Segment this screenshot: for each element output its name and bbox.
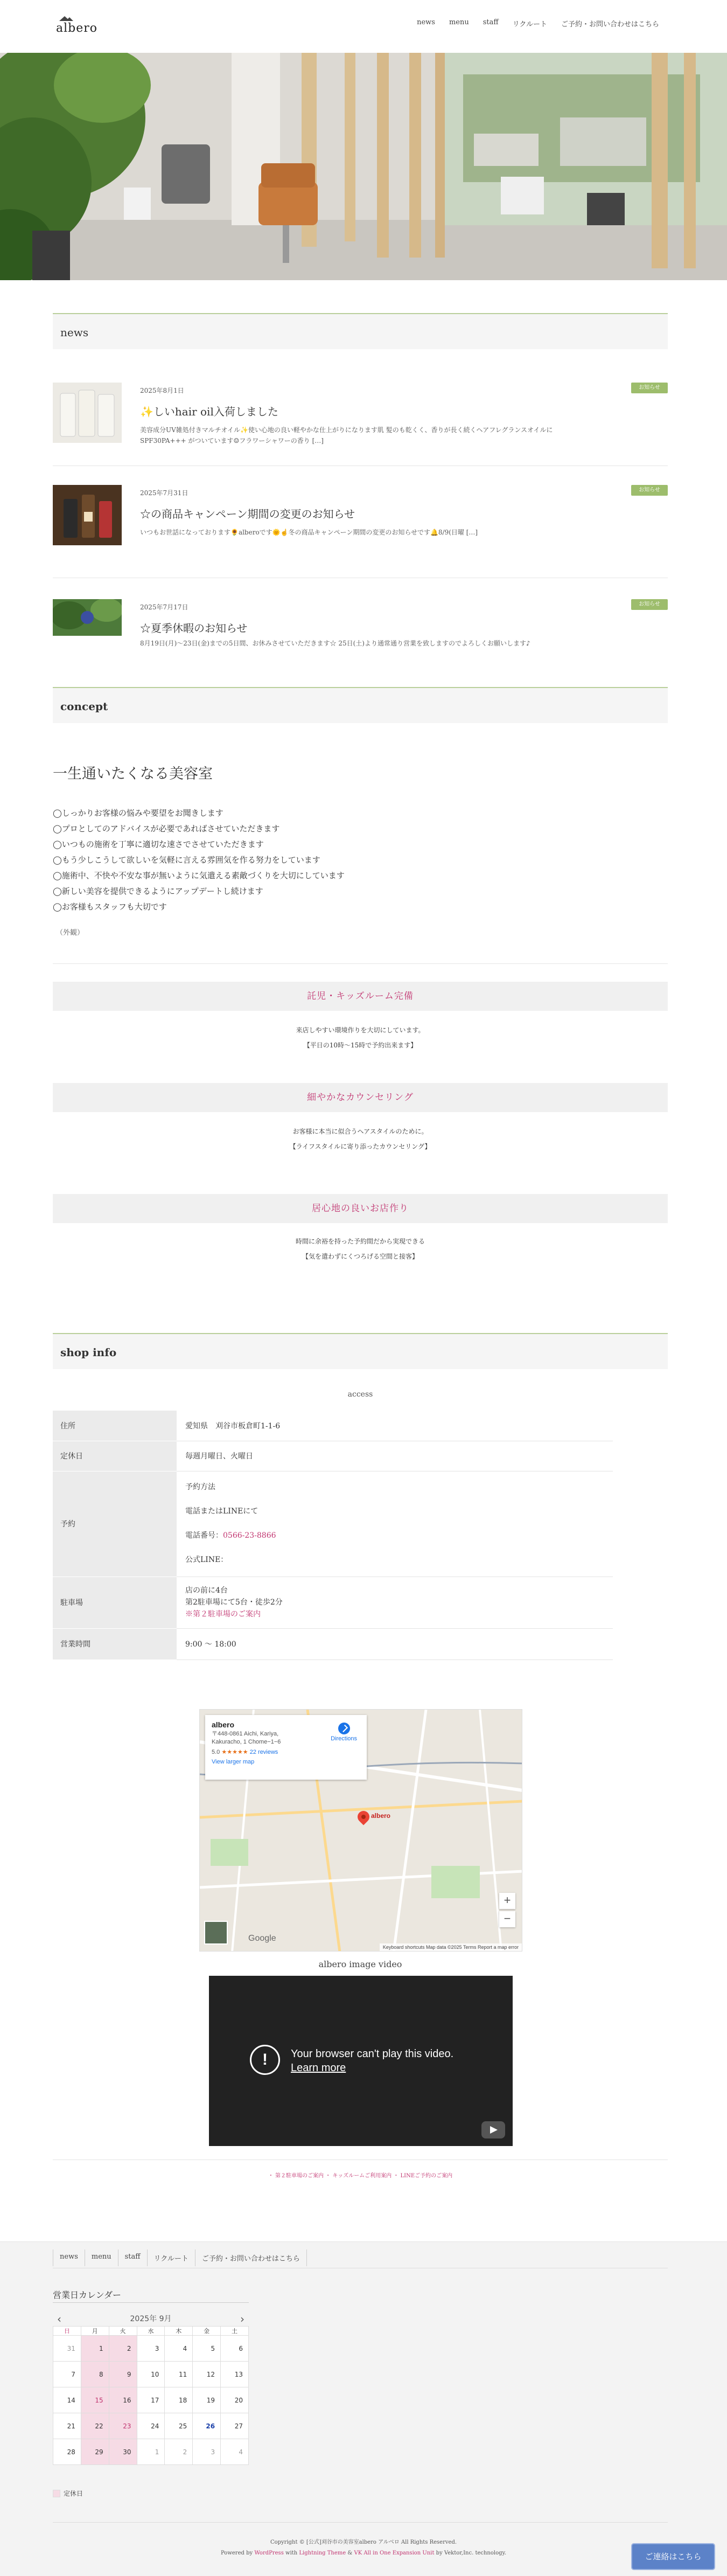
row-value: 9:00 ～ 18:00 — [177, 1628, 613, 1660]
youtube-icon[interactable] — [481, 2121, 505, 2138]
calendar-weekdays — [53, 2327, 249, 2336]
divider — [53, 2302, 249, 2303]
concept-heading — [53, 687, 668, 723]
alert-icon: ! — [250, 2045, 280, 2075]
feature-line: お客様に本当に似合うヘアスタイルのために。 — [292, 1128, 428, 1135]
phone-label: 電話番号： — [185, 1531, 223, 1540]
calendar-day: 25 — [165, 2413, 193, 2439]
news-post[interactable] — [53, 383, 668, 447]
feature-title: 託児・キッズルーム完備 — [53, 982, 668, 1011]
calendar-week — [53, 2336, 249, 2362]
row-label: 住所 — [53, 1411, 177, 1441]
concept-item: ◯もう少しこうして欲しいを気軽に言える雰囲気を作る努力をしています — [53, 855, 320, 865]
calendar-day: 11 — [165, 2362, 193, 2387]
post-date: 2025年7月31日 — [140, 489, 188, 497]
parking-line: 店の前に4台 — [185, 1586, 228, 1595]
parking-line: 第2駐車場にて5台・徒歩2分 — [185, 1598, 283, 1607]
feature-title: 居心地の良いお店作り — [53, 1194, 668, 1223]
shop-info-heading-title: shop info — [60, 1346, 117, 1359]
calendar-day: 10 — [137, 2362, 165, 2387]
theme-link[interactable]: Lightning Theme — [299, 2550, 346, 2556]
calendar-day: 27 — [221, 2413, 249, 2439]
map-rating — [212, 1748, 360, 1755]
map-place-name: albero — [212, 1720, 235, 1729]
row-value — [177, 1577, 613, 1628]
legend-label: 定休日 — [64, 2490, 83, 2497]
nav-menu[interactable]: menu — [449, 18, 469, 26]
sub-links[interactable]: ・ 第２駐車場のご案内 ・ キッズルームご利用案内 ・ LINEご予約のご案内 — [268, 2173, 453, 2179]
calendar-day: 29 — [81, 2439, 109, 2465]
hero-illustration — [0, 53, 727, 280]
weekday: 月 — [81, 2327, 109, 2336]
calendar-day-today: 26 — [193, 2413, 221, 2439]
calendar-day: 24 — [137, 2413, 165, 2439]
calendar-day: 31 — [53, 2336, 81, 2362]
powered-amp: & — [346, 2550, 354, 2556]
nav-recruit[interactable]: リクルート — [512, 20, 547, 29]
star-icon: ★★★★★ — [221, 1749, 248, 1755]
footer-nav-staff[interactable]: staff — [118, 2249, 148, 2266]
directions-label: Directions — [331, 1735, 357, 1742]
post-thumbnail[interactable] — [53, 383, 122, 443]
weekday: 火 — [109, 2327, 137, 2336]
holiday-swatch — [53, 2490, 60, 2497]
powered-prefix: Powered by — [220, 2550, 255, 2556]
calendar-day: 20 — [221, 2387, 249, 2413]
calendar-day: 22 — [81, 2413, 109, 2439]
shop-info-table — [53, 1411, 613, 1660]
calendar-day: 4 — [221, 2439, 249, 2465]
table-row — [53, 1471, 613, 1577]
concept-heading-title: concept — [60, 700, 108, 713]
post-excerpt: 美容成分UV雑処付きマルチオイル✨使い心地の良い軽やかな仕上がりになります肌 髪のも乾くく、香りが長く続くヘアフレグランスオイルにSPF30PA+++ がついています☺フラワーシャワーの香り […] — [140, 426, 553, 445]
post-title[interactable]: ☆の商品キャンペーン期間の変更のお知らせ — [140, 508, 355, 520]
calendar-day: 18 — [165, 2387, 193, 2413]
calendar-day: 21 — [53, 2413, 81, 2439]
feature-text — [53, 1023, 668, 1053]
directions-icon — [338, 1723, 350, 1734]
calendar-title: 営業日カレンダー — [53, 2290, 121, 2300]
post-date: 2025年7月17日 — [140, 603, 188, 611]
logo-text: albero — [56, 22, 98, 35]
post-excerpt: 8月19日(月)～23日(金)までの5日間、お休みさせていただきます☆ 25日(土)より通常通り営業を致しますのでよろしくお願いします♪ — [140, 640, 530, 647]
weekday: 土 — [221, 2327, 249, 2336]
concept-item: ◯しっかりお客様の悩みや要望をお聞きします — [53, 808, 223, 818]
weekday: 金 — [193, 2327, 221, 2336]
row-value: 愛知県 刈谷市板倉町1-1-6 — [177, 1411, 613, 1441]
calendar-day: 9 — [109, 2362, 137, 2387]
post-title[interactable]: ☆夏季休暇のお知らせ — [140, 622, 248, 635]
phone-link[interactable]: 0566-23-8866 — [223, 1531, 276, 1540]
row-value — [177, 1471, 613, 1577]
divider — [53, 963, 668, 964]
map-place-address: 〒448-0861 Aichi, Kariya, Kakuracho, 1 Chome−1−6 — [212, 1731, 281, 1745]
calendar-day: 1 — [81, 2336, 109, 2362]
video-error-text: Your browser can't play this video. — [291, 2048, 454, 2060]
feature-line: 時間に余裕を持った予約間だから実現できる — [295, 1238, 425, 1245]
calendar-day: 19 — [193, 2387, 221, 2413]
calendar-legend — [53, 2489, 83, 2498]
shop-info-heading — [53, 1333, 668, 1369]
concept-item: ◯新しい美容を提供できるようにアップデートし続けます — [53, 886, 263, 896]
footer-nav-news[interactable]: news — [53, 2249, 85, 2266]
concept-note: （外観） — [56, 929, 85, 937]
feature-line: 【平日の10時～15時で予約出来ます】 — [303, 1041, 417, 1049]
calendar-day: 5 — [193, 2336, 221, 2362]
calendar-day: 17 — [137, 2387, 165, 2413]
feature-text — [53, 1234, 668, 1264]
row-label: 駐車場 — [53, 1577, 177, 1628]
footer-nav — [53, 2249, 307, 2266]
video-label: albero image video — [318, 1959, 402, 1969]
feature-line: 【ライフスタイルに寄り添ったカウンセリング】 — [289, 1143, 431, 1150]
learn-more-link[interactable]: Learn more — [291, 2062, 346, 2074]
feature-text — [53, 1124, 668, 1154]
products-image — [53, 485, 122, 545]
footer-nav-contact[interactable]: ご予約・お問い合わせはこちら — [195, 2249, 307, 2266]
site-header — [0, 0, 727, 53]
calendar-day: 28 — [53, 2439, 81, 2465]
post-category-badge[interactable]: お知らせ — [631, 383, 668, 393]
calendar-header — [53, 2312, 249, 2326]
calendar-prev-icon[interactable]: ‹ — [57, 2313, 61, 2325]
video-player[interactable] — [209, 1976, 513, 2146]
wordpress-link[interactable]: WordPress — [254, 2550, 284, 2556]
summer-image — [53, 599, 122, 636]
reviews-link[interactable]: 22 reviews — [249, 1749, 278, 1755]
footer-nav-recruit[interactable]: リクルート — [148, 2249, 195, 2266]
calendar-week — [53, 2362, 249, 2387]
rating-value: 5.0 — [212, 1749, 220, 1755]
reserve-method: 予約方法 — [185, 1483, 215, 1491]
nav-news[interactable]: news — [417, 18, 435, 26]
reserve-way: 電話またはLINEにて — [185, 1507, 258, 1516]
zoom-out-button[interactable]: − — [499, 1911, 515, 1927]
hair-oil-image — [53, 383, 122, 443]
satellite-toggle[interactable] — [204, 1921, 228, 1945]
post-date: 2025年8月1日 — [140, 387, 184, 394]
line-label: 公式LINE： — [185, 1556, 228, 1564]
logo-roof-small-icon — [66, 17, 73, 21]
weekday: 木 — [165, 2327, 193, 2336]
zoom-in-button[interactable]: + — [499, 1893, 515, 1909]
copyright: Copyright © [公式]刈谷市の美容室albero アルベロ All Rights Reserved. — [270, 2539, 457, 2545]
calendar-day: 3 — [193, 2439, 221, 2465]
powered-by — [0, 2550, 727, 2556]
powered-with: with — [283, 2550, 299, 2556]
calendar-next-icon[interactable]: › — [240, 2313, 244, 2325]
post-title[interactable]: ✨しいhair oil入荷しました — [140, 405, 278, 418]
post-thumbnail[interactable] — [53, 599, 122, 636]
table-row — [53, 1628, 613, 1660]
calendar-week — [53, 2439, 249, 2465]
calendar-day: 6 — [221, 2336, 249, 2362]
news-heading — [53, 313, 668, 349]
news-heading-title: news — [60, 326, 89, 339]
calendar-day: 23 — [109, 2413, 137, 2439]
footer-nav-menu[interactable]: menu — [85, 2249, 118, 2266]
access-label: access — [347, 1390, 373, 1399]
calendar-day: 16 — [109, 2387, 137, 2413]
view-larger-map-link[interactable]: View larger map — [212, 1759, 255, 1765]
post-excerpt: いつもお世話になっております🌻alberoです🌞☝冬の商品キャンペーン期間の変更のお知らせです🔔8/9(日曜 […] — [140, 529, 478, 536]
powered-suffix: by Vektor,Inc. technology. — [434, 2550, 506, 2556]
calendar-day: 30 — [109, 2439, 137, 2465]
calendar-day: 2 — [165, 2439, 193, 2465]
calendar-month: 2025年 9月 — [130, 2315, 172, 2323]
calendar-day: 3 — [137, 2336, 165, 2362]
post-category-badge[interactable]: お知らせ — [631, 485, 668, 496]
calendar-day: 13 — [221, 2362, 249, 2387]
calendar-day: 15 — [81, 2387, 109, 2413]
parking-link[interactable]: ※第２駐車場のご案内 — [185, 1610, 261, 1619]
concept-item: ◯いつもの施術を丁寧に適切な速さでさせていただきます — [53, 839, 264, 849]
google-logo: Google — [248, 1934, 276, 1943]
feature-line: 【気を遣わずにくつろげる空間と接客】 — [302, 1253, 418, 1260]
weekday: 日 — [53, 2327, 81, 2336]
concept-list — [53, 806, 345, 915]
calendar-grid — [53, 2326, 249, 2465]
google-map[interactable] — [199, 1709, 522, 1952]
concept-item: ◯お客様もスタッフも大切です — [53, 902, 167, 912]
business-calendar — [53, 2312, 249, 2465]
row-label: 定休日 — [53, 1441, 177, 1471]
calendar-week — [53, 2413, 249, 2439]
concept-item: ◯プロとしてのアドバイスが必要であればさせていただきます — [53, 824, 280, 834]
news-post[interactable] — [53, 599, 668, 647]
calendar-day: 2 — [109, 2336, 137, 2362]
table-row — [53, 1411, 613, 1441]
weekday: 水 — [137, 2327, 165, 2336]
table-row — [53, 1577, 613, 1628]
calendar-day: 7 — [53, 2362, 81, 2387]
row-value: 毎週月曜日、火曜日 — [177, 1441, 613, 1471]
row-label: 営業時間 — [53, 1628, 177, 1660]
calendar-day: 8 — [81, 2362, 109, 2387]
nav-contact[interactable]: ご予約・お問い合わせはこちら — [561, 20, 659, 29]
map-pin-label: albero — [371, 1812, 391, 1820]
hero-image — [0, 53, 727, 280]
calendar-day: 14 — [53, 2387, 81, 2413]
row-label: 予約 — [53, 1471, 177, 1577]
post-category-badge[interactable]: お知らせ — [631, 599, 668, 610]
map-footer[interactable]: Keyboard shortcuts Map data ©2025 Terms Report a map error — [380, 1943, 522, 1951]
calendar-week — [53, 2387, 249, 2413]
feature-title: 細やかなカウンセリング — [53, 1083, 668, 1112]
reserve-phone-row — [185, 1524, 613, 1548]
map-place-card — [205, 1715, 367, 1780]
divider — [53, 2522, 668, 2523]
feature-line: 来店しやすい環境作りを大切にしています。 — [296, 1026, 425, 1034]
calendar-day: 1 — [137, 2439, 165, 2465]
calendar-day: 12 — [193, 2362, 221, 2387]
contact-button[interactable]: ご連絡はこちら — [631, 2543, 715, 2570]
site-logo[interactable] — [56, 15, 99, 39]
news-post[interactable] — [53, 485, 668, 550]
plugin-link[interactable]: VK All in One Expansion Unit — [354, 2550, 435, 2556]
calendar-day: 4 — [165, 2336, 193, 2362]
nav-staff[interactable]: staff — [483, 18, 499, 26]
global-nav — [417, 18, 659, 29]
site-footer — [0, 2241, 727, 2576]
table-row — [53, 1441, 613, 1471]
directions-button[interactable] — [331, 1723, 357, 1742]
post-thumbnail[interactable] — [53, 485, 122, 545]
concept-item: ◯施術中、不快や不安な事が無いように気遣える素敵づくりを大切にしています — [53, 871, 345, 880]
concept-lead: 一生通いたくなる美容室 — [53, 766, 213, 782]
